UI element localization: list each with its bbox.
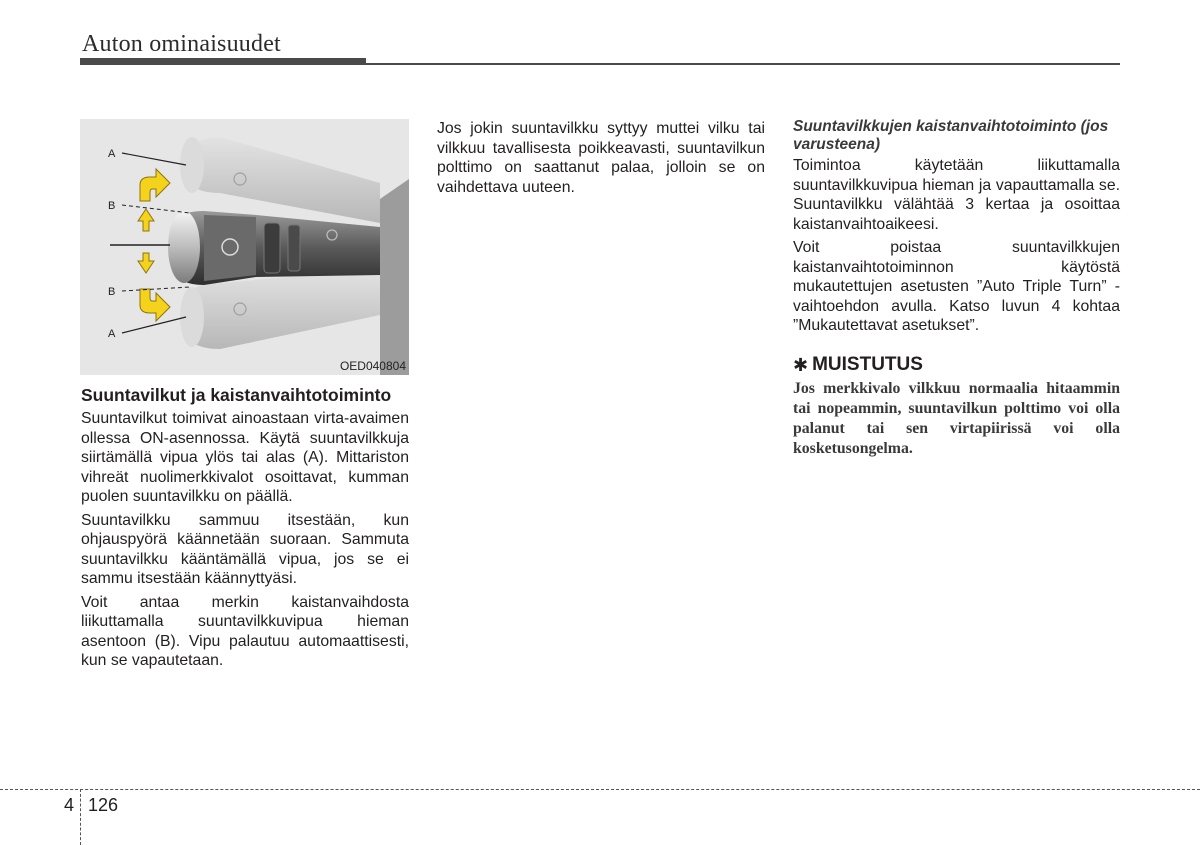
column-left — [81, 385, 409, 675]
paragraph: Jos jokin suuntavilkku syttyy muttei vilku tai vilkkuu tavallisesta poikkeavasti, suuntavilkun polttimo on saattanut palaa, jolloin se on vaihdettava uuteen. — [437, 120, 765, 196]
arrow-lane-up-curved — [140, 169, 170, 201]
note-title — [793, 354, 1120, 376]
note-title-text: MUISTUTUS — [812, 353, 923, 375]
chapter-number: 4 — [64, 795, 75, 815]
turn-signal-lever-illustration — [80, 119, 409, 375]
header-rule-thin — [366, 63, 1120, 65]
subsection-heading: Suuntavilkkujen kaistanvaihtotoiminto (jos varusteena) — [793, 118, 1109, 153]
arrow-down-small — [138, 253, 154, 273]
paragraph: Voit antaa merkin kaistanvaihdosta liikuttamalla suuntavilkkuvipua hieman asentoon (B). Vipu palautuu automaattisesti, kun se vapautetaan. — [81, 593, 409, 669]
label-b-top: B — [108, 200, 116, 212]
column-right — [793, 118, 1120, 459]
footer-divider — [80, 789, 81, 845]
label-a-bottom: A — [108, 328, 116, 340]
figure-code: OED040804 — [339, 359, 406, 373]
footer-rule — [0, 789, 1200, 790]
paragraph: Suuntavilkku sammuu itsestään, kun ohjauspyörä käännetään suoraan. Sammuta suuntavilkku kääntämällä vipua, jos se ei sammu itsestään käännyttyäsi. — [81, 511, 409, 587]
lever-center-position — [168, 211, 380, 285]
page-header-title: Auton ominaisuudet — [82, 31, 281, 57]
note-body: Jos merkkivalo vilkkuu normaalia hitaammin tai nopeammin, suuntavilkun polttimo voi olla palanut tai sen virtapiirissä voi olla kosketusongelma. — [793, 379, 1120, 457]
paragraph: Toimintoa käytetään liikuttamalla suuntavilkkuvipua hieman ja vapauttamalla se. Suuntavilkku välähtää 3 kertaa ja osoittaa kaistanvaihtoaikeesi. — [793, 157, 1120, 233]
lever-up-position — [180, 137, 380, 223]
asterisk-icon: ✱ — [793, 354, 809, 375]
arrow-up-small — [138, 209, 154, 231]
label-a-top: A — [108, 148, 116, 160]
arrow-lane-down-curved — [140, 289, 170, 321]
header-rule-thick — [80, 58, 366, 65]
paragraph: Suuntavilkut toimivat ainoastaan virta-avaimen ollessa ON-asennossa. Käytä suuntavilkkuja siirtämällä vipua ylös tai alas (A). Mittariston vihreät nuolimerkkivalot osoittavat, kumman puolen suuntavilkku on päällä. — [81, 410, 409, 505]
lever-drawing — [80, 119, 409, 375]
label-b-bottom: B — [108, 286, 116, 298]
paragraph: Voit poistaa suuntavilkkujen kaistanvaihtotoiminnon käytöstä mukautettujen asetusten ”Auto Triple Turn” -vaihtoehdon avulla. Katso luvun 4 kohtaa ”Mukautettavat asetukset”. — [793, 239, 1120, 334]
page-number: 126 — [88, 795, 119, 815]
column-middle — [437, 119, 765, 201]
section-heading: Suuntavilkut ja kaistanvaihtotoiminto — [81, 385, 392, 405]
